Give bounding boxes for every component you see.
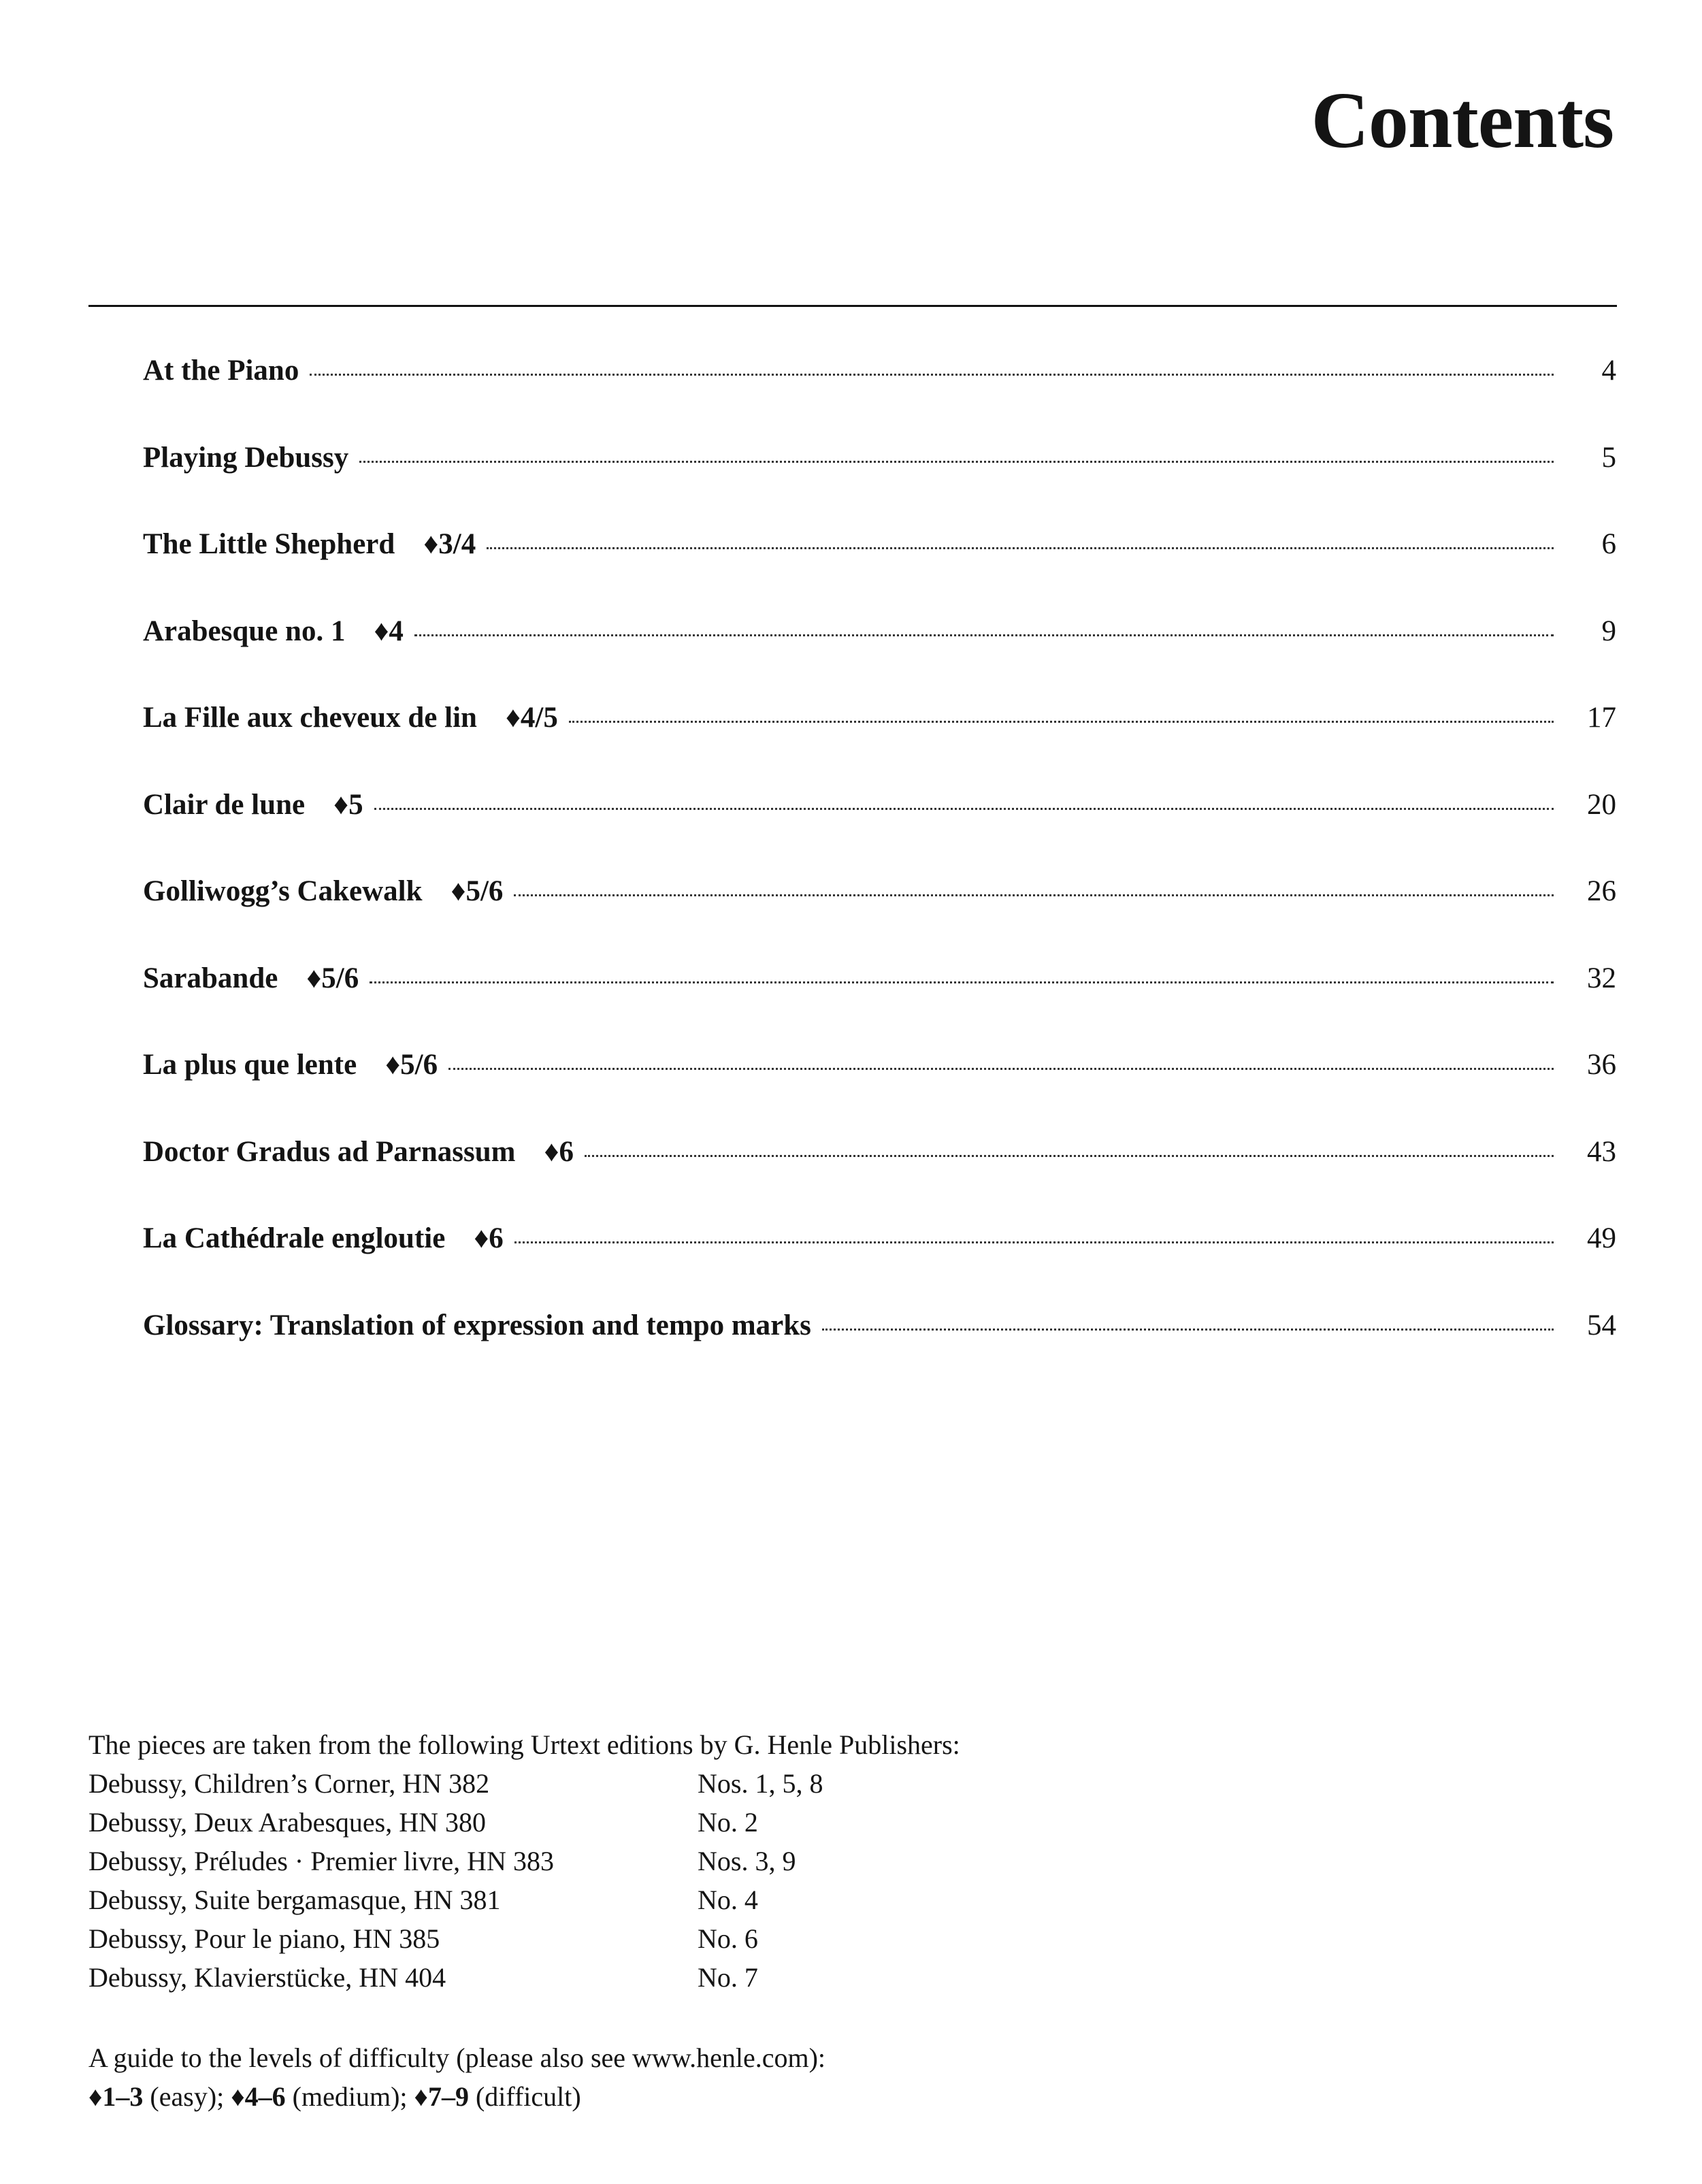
source-piece-numbers: No. 7 — [698, 1962, 758, 1993]
difficulty-level: ♦4/5 — [505, 702, 558, 734]
toc-entry-title: At the Piano — [143, 355, 299, 387]
legend-intro: A guide to the levels of difficulty (please also see www.henle.com): — [88, 2042, 826, 2073]
source-row — [88, 1803, 960, 1842]
source-piece-numbers: No. 2 — [698, 1807, 758, 1838]
source-piece-numbers: Nos. 1, 5, 8 — [698, 1768, 823, 1799]
source-edition: Debussy, Suite bergamasque, HN 381 — [88, 1885, 501, 1915]
toc-entry-la-fille[interactable] — [143, 701, 1616, 788]
difficulty-level: ♦5/6 — [385, 1049, 438, 1081]
dot-leader — [569, 721, 1554, 723]
dot-leader — [487, 547, 1554, 549]
source-row — [88, 1880, 960, 1919]
dot-leader — [359, 461, 1554, 463]
toc-entry-page: 20 — [1587, 788, 1616, 821]
source-piece-numbers: Nos. 3, 9 — [698, 1846, 796, 1876]
page-title: Contents — [1311, 76, 1614, 165]
difficulty-level: ♦5 — [333, 788, 363, 821]
table-of-contents — [143, 354, 1616, 1395]
dot-leader — [514, 894, 1554, 896]
source-row — [88, 1764, 960, 1803]
difficulty-level: ♦4 — [374, 615, 404, 647]
dot-leader — [310, 374, 1554, 376]
toc-entry-playing-debussy[interactable] — [143, 441, 1616, 528]
toc-entry-title: La Cathédrale engloutie — [143, 1222, 446, 1254]
toc-entry-page: 9 — [1601, 615, 1616, 647]
toc-entry-doctor-gradus[interactable] — [143, 1135, 1616, 1222]
difficulty-level: ♦6 — [474, 1222, 504, 1254]
source-editions — [88, 1725, 960, 1997]
toc-entry-page: 26 — [1587, 875, 1616, 907]
dot-leader — [822, 1329, 1554, 1331]
toc-entry-page: 5 — [1601, 441, 1616, 474]
toc-entry-page: 6 — [1601, 528, 1616, 560]
toc-entry-title: Sarabande — [143, 962, 278, 994]
toc-entry-title: Doctor Gradus ad Parnassum — [143, 1135, 516, 1168]
toc-entry-la-plus-que-lente[interactable] — [143, 1048, 1616, 1135]
source-piece-numbers: No. 4 — [698, 1885, 758, 1915]
source-edition: Debussy, Deux Arabesques, HN 380 — [88, 1807, 486, 1838]
level-easy-label: (easy); — [150, 2081, 225, 2112]
level-medium-range: ♦4–6 — [231, 2081, 286, 2112]
toc-entry-title: La Fille aux cheveux de lin — [143, 702, 477, 734]
level-medium-label: (medium); — [292, 2081, 408, 2112]
toc-entry-at-the-piano[interactable] — [143, 354, 1616, 441]
toc-entry-page: 4 — [1601, 355, 1616, 387]
dot-leader — [514, 1241, 1554, 1243]
difficulty-level: ♦5/6 — [451, 875, 504, 907]
sources-intro: The pieces are taken from the following Urtext editions by G. Henle Publishers: — [88, 1729, 960, 1760]
legend-levels — [88, 2077, 825, 2116]
toc-entry-title: La plus que lente — [143, 1049, 357, 1081]
toc-entry-title: Playing Debussy — [143, 441, 349, 474]
toc-entry-little-shepherd[interactable] — [143, 527, 1616, 615]
level-difficult-range: ♦7–9 — [414, 2081, 469, 2112]
toc-entry-page: 36 — [1587, 1049, 1616, 1081]
dot-leader — [374, 808, 1554, 810]
dot-leader — [585, 1155, 1554, 1157]
toc-entry-page: 49 — [1587, 1222, 1616, 1254]
toc-entry-title: Glossary: Translation of expression and tempo marks — [143, 1309, 811, 1341]
toc-entry-title: The Little Shepherd — [143, 528, 395, 560]
toc-entry-page: 32 — [1587, 962, 1616, 994]
difficulty-level: ♦3/4 — [423, 528, 476, 560]
toc-entry-page: 54 — [1587, 1309, 1616, 1341]
source-piece-numbers: No. 6 — [698, 1923, 758, 1954]
source-edition: Debussy, Children’s Corner, HN 382 — [88, 1768, 490, 1799]
source-row — [88, 1842, 960, 1880]
toc-entry-la-cathedrale[interactable] — [143, 1222, 1616, 1309]
dot-leader — [414, 634, 1554, 636]
dot-leader — [448, 1068, 1554, 1070]
source-edition: Debussy, Klavierstücke, HN 404 — [88, 1962, 446, 1993]
toc-entry-title: Clair de lune — [143, 788, 306, 821]
toc-entry-sarabande[interactable] — [143, 962, 1616, 1049]
toc-entry-arabesque-no-1[interactable] — [143, 615, 1616, 702]
toc-entry-title: Golliwogg’s Cakewalk — [143, 875, 423, 907]
dot-leader — [370, 981, 1554, 983]
source-row — [88, 1919, 960, 1958]
difficulty-legend — [88, 2038, 825, 2116]
toc-entry-golliwoggs-cakewalk[interactable] — [143, 875, 1616, 962]
difficulty-level: ♦5/6 — [306, 962, 359, 994]
toc-entry-page: 43 — [1587, 1135, 1616, 1168]
toc-entry-title: Arabesque no. 1 — [143, 615, 346, 647]
level-difficult-label: (difficult) — [475, 2081, 581, 2112]
toc-entry-glossary[interactable] — [143, 1309, 1616, 1396]
toc-entry-page: 17 — [1587, 702, 1616, 734]
level-easy-range: ♦1–3 — [88, 2081, 144, 2112]
toc-entry-clair-de-lune[interactable] — [143, 788, 1616, 875]
difficulty-level: ♦6 — [544, 1135, 574, 1168]
title-divider — [88, 305, 1617, 307]
source-edition: Debussy, Préludes · Premier livre, HN 383 — [88, 1846, 554, 1876]
source-row — [88, 1958, 960, 1997]
source-edition: Debussy, Pour le piano, HN 385 — [88, 1923, 440, 1954]
